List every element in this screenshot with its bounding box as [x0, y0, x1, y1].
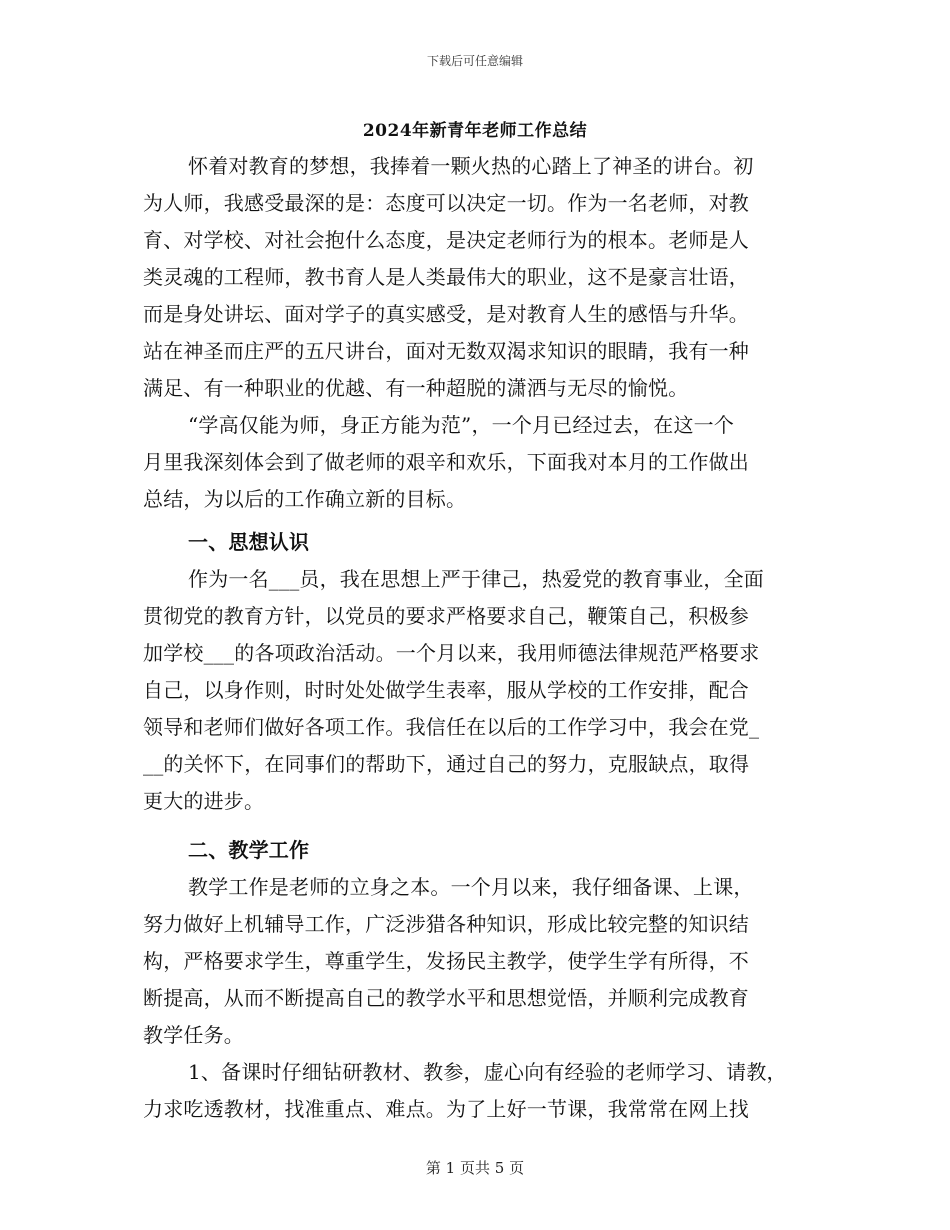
paragraph-line: 月里我深刻体会到了做老师的艰辛和欢乐，下面我对本月的工作做出 — [143, 450, 749, 474]
paragraph-line: 育、对学校、对社会抱什么态度，是决定老师行为的根本。老师是人 — [143, 228, 749, 252]
section-heading: 一、思想认识 — [188, 530, 310, 554]
paragraph-line: 更大的进步。 — [143, 789, 265, 813]
paragraph-line: 构，严格要求学生，尊重学生，发扬民主教学，使学生学有所得，不 — [143, 949, 749, 973]
paragraph-line: 为人师，我感受最深的是：态度可以决定一切。作为一名老师，对教 — [143, 191, 749, 215]
document-body — [143, 148, 811, 1128]
paragraph-line: 作为一名___员，我在思想上严于律己，热爱党的教育事业，全面 — [188, 567, 764, 591]
paragraph-line: 努力做好上机辅导工作，广泛涉猎各种知识，形成比较完整的知识结 — [143, 912, 749, 936]
paragraph-line: 贯彻党的教育方针，以党员的要求严格要求自己，鞭策自己，积极参 — [143, 604, 749, 628]
paragraph-line: 而是身处讲坛、面对学子的真实感受，是对教育人生的感悟与升华。 — [143, 302, 749, 326]
document-title: 2024年新青年老师工作总结 — [362, 121, 588, 141]
paragraph-line: 满足、有一种职业的优越、有一种超脱的潇洒与无尽的愉悦。 — [143, 376, 689, 400]
paragraph-line: 断提高，从而不断提高自己的教学水平和思想觉悟，并顺利完成教育 — [143, 986, 749, 1010]
paragraph-line: 教学工作是老师的立身之本。一个月以来，我仔细备课、上课， — [188, 875, 754, 899]
paragraph-line: 类灵魂的工程师，教书育人是人类最伟大的职业，这不是豪言壮语， — [143, 265, 749, 289]
paragraph-line: 1、备课时仔细钻研教材、教参，虚心向有经验的老师学习、请教， — [188, 1060, 787, 1084]
paragraph-line: 加学校___的各项政治活动。一个月以来，我用师德法律规范严格要求 — [143, 641, 760, 665]
paragraph-line: 力求吃透教材，找准重点、难点。为了上好一节课，我常常在网上找 — [143, 1097, 749, 1121]
paragraph-line: 教学任务。 — [143, 1023, 244, 1047]
page-header: 下载后可任意编辑 — [426, 54, 523, 68]
paragraph-line: 怀着对教育的梦想，我捧着一颗火热的心踏上了神圣的讲台。初 — [188, 154, 754, 178]
page-footer: 第 1 页共 5 页 — [425, 1159, 525, 1177]
paragraph-line: 自己，以身作则，时时处处做学生表率，服从学校的工作安排，配合 — [143, 678, 749, 702]
paragraph-line: 总结，为以后的工作确立新的目标。 — [143, 487, 467, 511]
section-heading: 二、教学工作 — [188, 838, 310, 862]
paragraph-line: __的关怀下，在同事们的帮助下，通过自己的努力，克服缺点，取得 — [143, 752, 750, 776]
paragraph-line: 站在神圣而庄严的五尺讲台，面对无数双渴求知识的眼睛，我有一种 — [143, 339, 749, 363]
paragraph-line: 领导和老师们做好各项工作。我信任在以后的工作学习中，我会在党_ — [143, 715, 760, 739]
paragraph-line: “学高仅能为师，身正方能为范”，一个月已经过去，在这一个 — [188, 413, 735, 437]
